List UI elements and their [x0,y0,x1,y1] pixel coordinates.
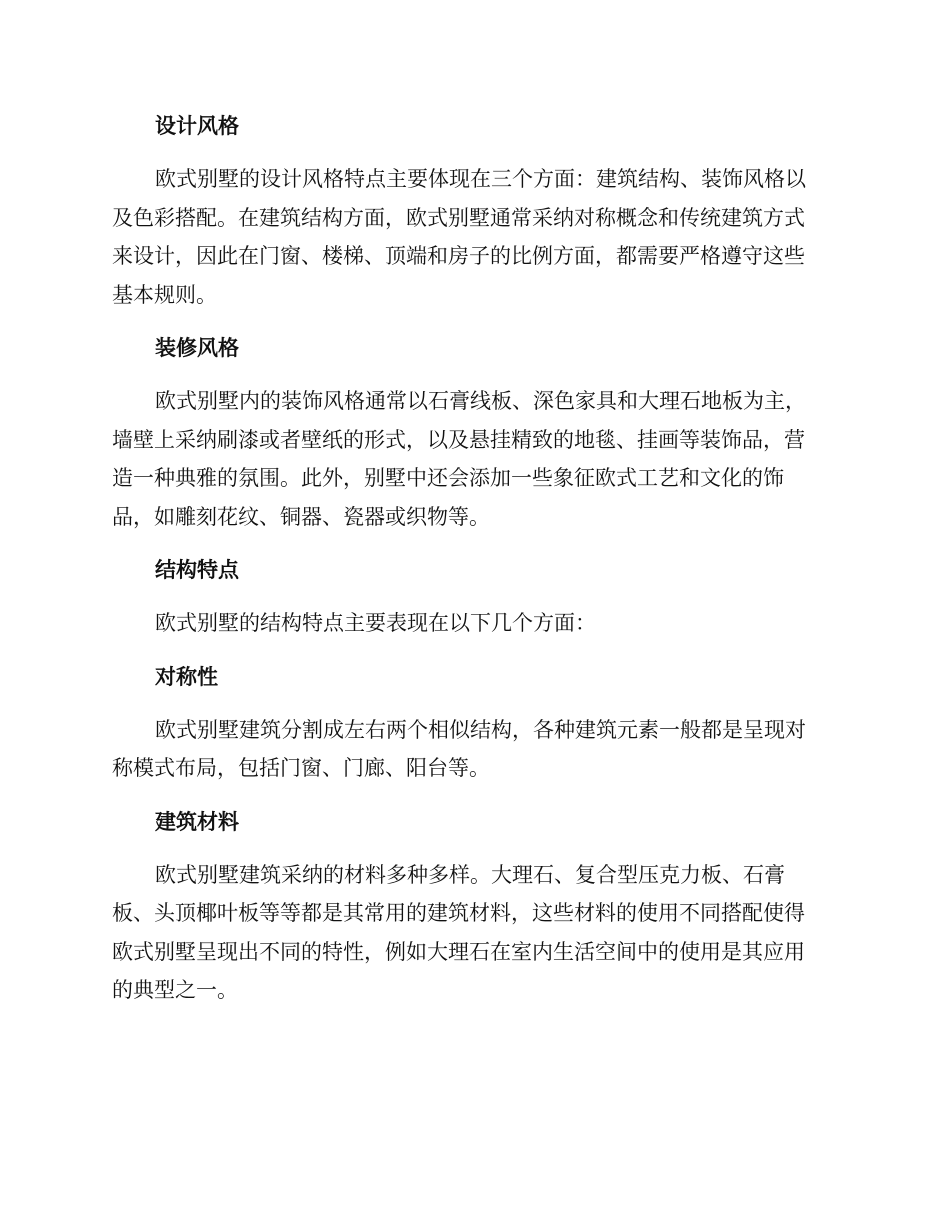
paragraph-line: 来设计，因此在门窗、楼梯、顶端和房子的比例方面，都需要严格遵守这些 [112,244,805,268]
section-paragraph [112,711,832,788]
document-page [112,106,832,1024]
paragraph-line: 基本规则。 [112,282,217,307]
section-heading: 建筑材料 [155,809,239,834]
paragraph-line: 板、头顶椰叶板等等都是其常用的建筑材料，这些材料的使用不同搭配使得 [112,901,805,925]
paragraph-line: 及色彩搭配。在建筑结构方面，欧式别墅通常采纳对称概念和传统建筑方式 [112,205,805,230]
paragraph-line: 欧式别墅的结构特点主要表现在以下几个方面： [155,611,596,635]
section-heading: 对称性 [155,664,218,689]
section-paragraph [112,382,832,536]
paragraph-line: 欧式别墅建筑分割成左右两个相似结构，各种建筑元素一般都是呈现对 [155,717,806,742]
section-paragraph [112,856,832,1010]
paragraph-line: 墙壁上采纳刷漆或者壁纸的形式，以及悬挂精致的地毯、挂画等装饰品，营 [112,427,805,452]
section-decoration-style [112,328,832,536]
paragraph-line: 品，如雕刻花纹、铜器、瓷器或织物等。 [112,504,490,529]
paragraph-line: 欧式别墅内的装饰风格通常以石膏线板、深色家具和大理石地板为主， [155,389,806,413]
section-heading: 装修风格 [155,336,239,360]
paragraph-line: 欧式别墅呈现出不同的特性，例如大理石在室内生活空间中的使用是其应用 [112,939,805,964]
paragraph-line: 称模式布局，包括门窗、门廊、阳台等。 [112,756,490,780]
section-building-materials [112,802,832,1010]
section-heading: 结构特点 [155,558,239,582]
section-symmetry [112,657,832,788]
section-design-style [112,106,832,314]
paragraph-line: 造一种典雅的氛围。此外，别墅中还会添加一些象征欧式工艺和文化的饰 [112,466,784,490]
section-paragraph [112,160,832,314]
section-paragraph [112,604,832,643]
section-structure-features [112,550,832,643]
paragraph-line: 欧式别墅的设计风格特点主要体现在三个方面：建筑结构、装饰风格以 [155,167,806,191]
section-heading: 设计风格 [155,114,239,138]
paragraph-line: 欧式别墅建筑采纳的材料多种多样。大理石、复合型压克力板、石膏 [155,862,785,887]
paragraph-line: 的典型之一。 [112,978,238,1002]
